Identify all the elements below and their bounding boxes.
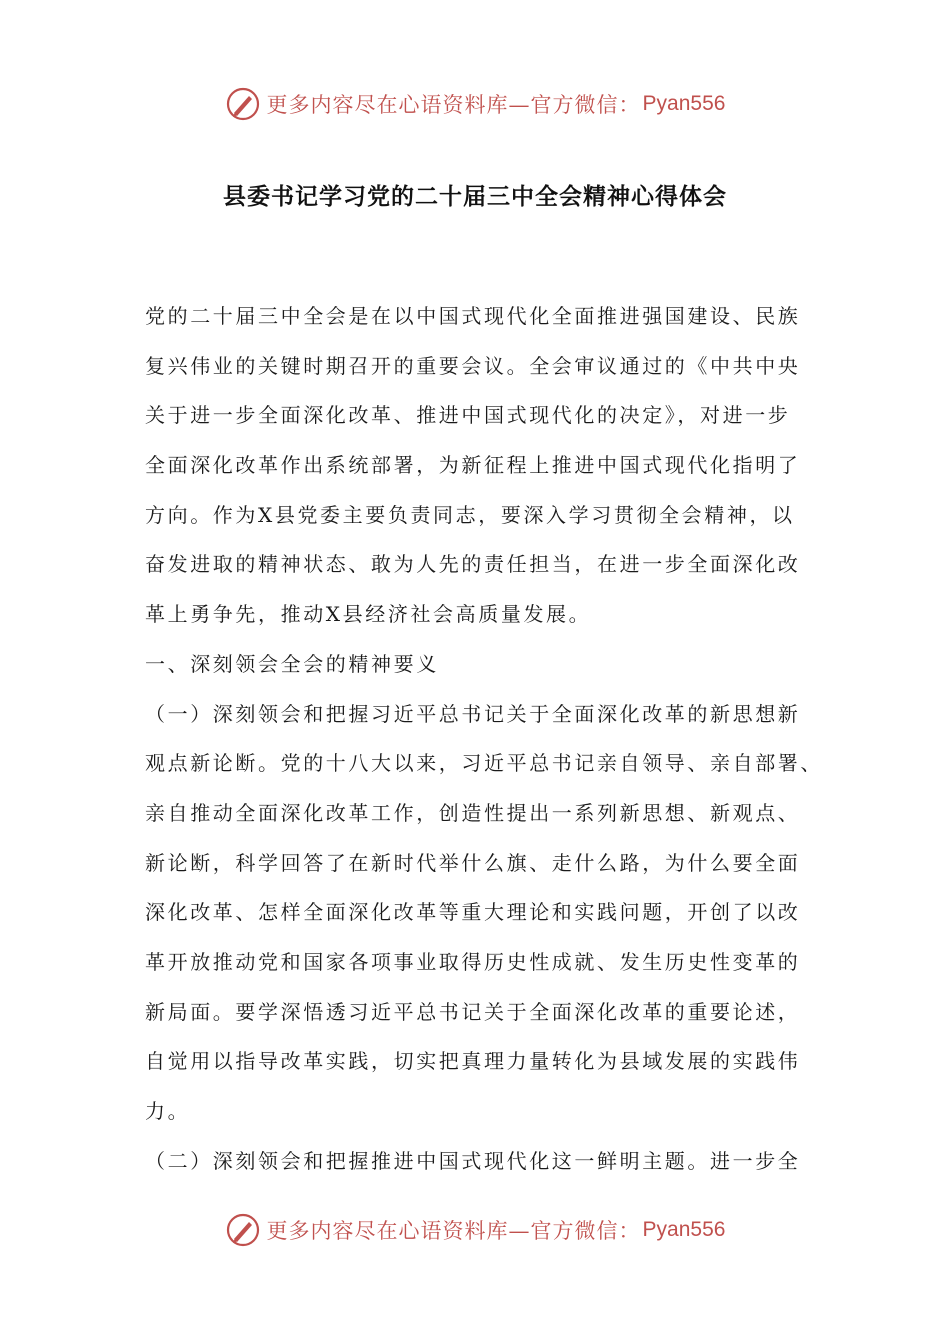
body-line: 观点新论断。党的十八大以来，习近平总书记亲自领导、亲自部署、 (145, 751, 823, 776)
body-line: 关于进一步全面深化改革、推进中国式现代化的决定》，对进一步 (145, 403, 791, 428)
body-line: 力。 (145, 1099, 191, 1123)
body-line: 复兴伟业的关键时期召开的重要会议。全会审议通过的《中共中央 (145, 353, 801, 378)
body-line: 新论断，科学回答了在新时代举什么旗、走什么路，为什么要全面 (145, 850, 801, 875)
body-line: 方向。作为X县党委主要负责同志，要深入学习贯彻全会精神，以 (145, 502, 795, 527)
banner-text: 更多内容尽在心语资料库—官方微信： (266, 93, 641, 117)
body-line: 党的二十届三中全会是在以中国式现代化全面推进强国建设、民族 (145, 304, 801, 328)
pen-logo-icon (225, 1212, 261, 1248)
body-line: 全面深化改革作出系统部署，为新征程上推进中国式现代化指明了 (145, 453, 801, 478)
body-line: （二）深刻领会和把握推进中国式现代化这一鲜明主题。进一步全 (145, 1148, 801, 1173)
body-line: 革上勇争先，推动X县经济社会高质量发展。 (145, 602, 592, 627)
banner-wechat-id: Pyan556 (642, 92, 726, 115)
body-line: 奋发进取的精神状态、敢为人先的责任担当，在进一步全面深化改 (145, 552, 801, 577)
body-line: 深化改革、怎样全面深化改革等重大理论和实践问题，开创了以改 (145, 900, 801, 925)
header-watermark-banner (0, 82, 950, 126)
banner-text: 更多内容尽在心语资料库—官方微信： (266, 1219, 641, 1243)
body-line: （一）深刻领会和把握习近平总书记关于全面深化改革的新思想新 (145, 701, 801, 726)
body-line: 革开放推动党和国家各项事业取得历史性成就、发生历史性变革的 (145, 949, 801, 974)
body-line: 亲自推动全面深化改革工作，创造性提出一系列新思想、新观点、 (145, 800, 801, 825)
document-body (145, 292, 823, 1186)
pen-logo-icon (225, 86, 261, 122)
body-line: 自觉用以指导改革实践，切实把真理力量转化为县域发展的实践伟 (145, 1049, 801, 1074)
section-heading: 一、深刻领会全会的精神要义 (145, 651, 439, 676)
footer-watermark-banner (0, 1208, 950, 1252)
banner-wechat-id: Pyan556 (642, 1218, 726, 1241)
document-title: 县委书记学习党的二十届三中全会精神心得体会 (223, 184, 727, 210)
body-line: 新局面。要学深悟透习近平总书记关于全面深化改革的重要论述， (145, 999, 801, 1024)
